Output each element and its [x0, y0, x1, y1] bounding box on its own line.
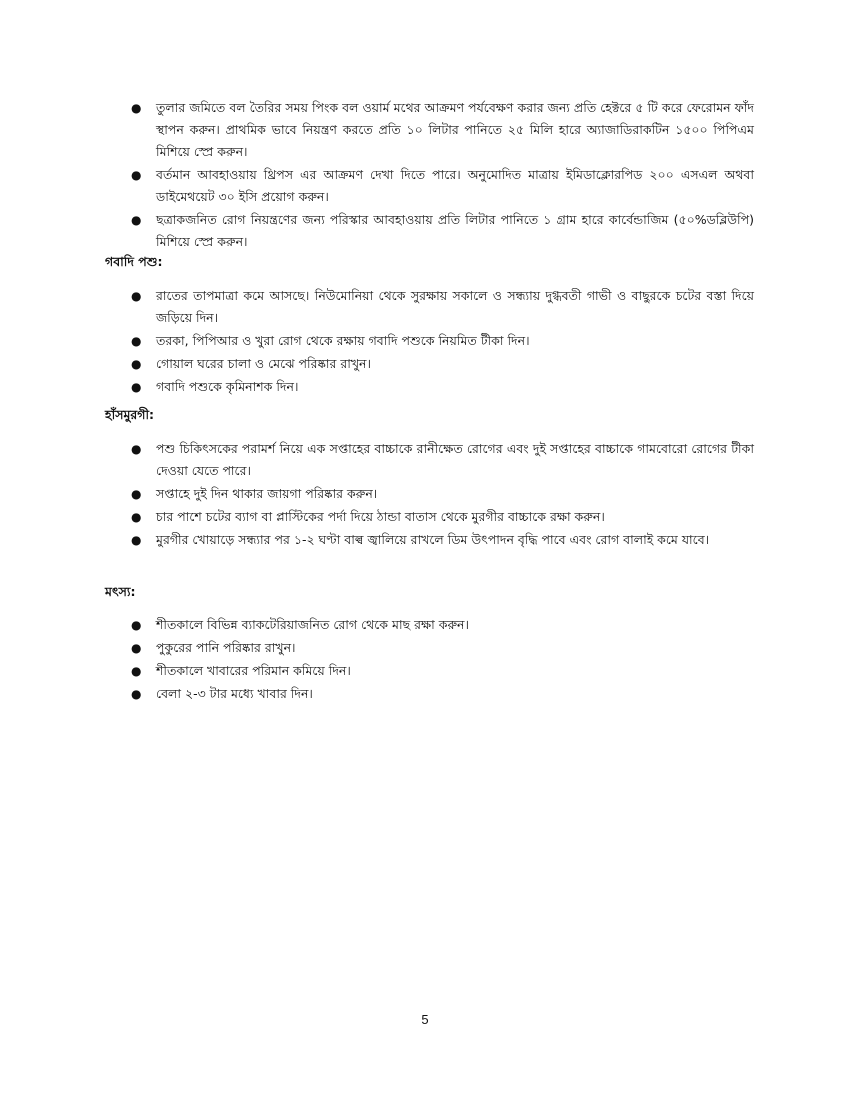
- bullet-icon: ●: [131, 618, 142, 632]
- bullet-icon: ●: [131, 357, 142, 371]
- list-item: ● বেলা ২-৩ টার মধ্যে খাবার দিন।: [0, 683, 850, 705]
- page-number: 5: [421, 1012, 429, 1027]
- bullet-icon: ●: [131, 442, 142, 456]
- bullet-icon: ●: [131, 664, 142, 678]
- bullet-icon: ●: [131, 380, 142, 394]
- poultry-heading: হাঁসমুরগী:: [105, 407, 155, 422]
- list-item: ● ছত্রাকজনিত রোগ নিয়ন্ত্রণের জন্য পরিস্কার আবহাওয়ায় প্রতি লিটার পানিতে ১ গ্রাম হারে কার্বেন্ডাজিম (৫০%ডব্লিউপি) মিশিয়ে স্প্রে করুন।: [0, 209, 850, 253]
- bullet-icon: ●: [131, 289, 142, 303]
- bullet-icon: ●: [131, 213, 142, 227]
- list-item: ● শীতকালে খাবারের পরিমান কমিয়ে দিন।: [0, 660, 850, 682]
- list-item: ● তুলার জমিতে বল তৈরির সময় পিংক বল ওয়ার্ম মথের আক্রমণ পর্যবেক্ষণ করার জন্য প্রতি হেক্টরে ৫ টি করে ফেরোমন ফাঁদ স্থাপন করুন। প্রাথমিক ভাবে নিয়ন্ত্রণ করতে প্রতি ১০ লিটার পানিতে ২৫ মিলি হারে অ্যাজাডিরাকটিন ১৫০০ পিপিএম মিশিয়ে স্প্রে করুন।: [0, 97, 850, 163]
- bullet-icon: ●: [131, 533, 142, 547]
- livestock-list: [0, 285, 850, 399]
- list-item: ● পুকুরের পানি পরিষ্কার রাখুন।: [0, 637, 850, 659]
- bullet-icon: ●: [131, 168, 142, 182]
- list-item: ● গোয়াল ঘরের চালা ও মেঝে পরিষ্কার রাখুন।: [0, 353, 850, 375]
- bullet-icon: ●: [131, 641, 142, 655]
- list-item: ● মুরগীর খোয়াড়ে সন্ধ্যার পর ১-২ ঘণ্টা বাল্ব জ্বালিয়ে রাখলে ডিম উৎপাদন বৃদ্ধি পাবে এবং রোগ বালাই কমে যাবে।: [0, 529, 850, 551]
- bullet-icon: ●: [131, 510, 142, 524]
- poultry-list: [0, 438, 850, 552]
- list-item: ● বর্তমান আবহাওয়ায় থ্রিপস এর আক্রমণ দেখা দিতে পারে। অনুমোদিত মাত্রায় ইমিডাক্লোরপিড ২০০ এসএল অথবা ডাইমেথয়েট ৩০ ইসি প্রয়োগ করুন।: [0, 164, 850, 208]
- bullet-icon: ●: [131, 101, 142, 115]
- crops-list: [0, 97, 850, 254]
- list-item: ● তরকা, পিপিআর ও খুরা রোগ থেকে রক্ষায় গবাদি পশুকে নিয়মিত টীকা দিন।: [0, 330, 850, 352]
- list-item: ● পশু চিকিৎসকের পরামর্শ নিয়ে এক সপ্তাহের বাচ্চাকে রানীক্ষেত রোগের এবং দুই সপ্তাহের বাচ্চাকে গামবোরো রোগের টীকা দেওয়া যেতে পারে।: [0, 438, 850, 482]
- bullet-icon: ●: [131, 334, 142, 348]
- livestock-heading: গবাদি পশু:: [105, 254, 163, 269]
- list-item: ● শীতকালে বিভিন্ন ব্যাকটেরিয়াজনিত রোগ থেকে মাছ রক্ষা করুন।: [0, 614, 850, 636]
- bullet-icon: ●: [131, 687, 142, 701]
- list-item: ● চার পাশে চটের ব্যাগ বা প্লাস্টিকের পর্দা দিয়ে ঠান্ডা বাতাস থেকে মুরগীর বাচ্চাকে রক্ষা করুন।: [0, 506, 850, 528]
- list-item: ● রাতের তাপমাত্রা কমে আসছে। নিউমোনিয়া থেকে সুরক্ষায় সকালে ও সন্ধ্যায় দুগ্ধবতী গাভী ও বাছুরকে চটের বস্তা দিয়ে জড়িয়ে দিন।: [0, 285, 850, 329]
- list-item: ● গবাদি পশুকে কৃমিনাশক দিন।: [0, 376, 850, 398]
- fish-heading: মৎস্য:: [105, 584, 136, 599]
- bullet-icon: ●: [131, 487, 142, 501]
- fish-list: [0, 614, 850, 706]
- list-item: ● সপ্তাহে দুই দিন থাকার জায়গা পরিষ্কার করুন।: [0, 483, 850, 505]
